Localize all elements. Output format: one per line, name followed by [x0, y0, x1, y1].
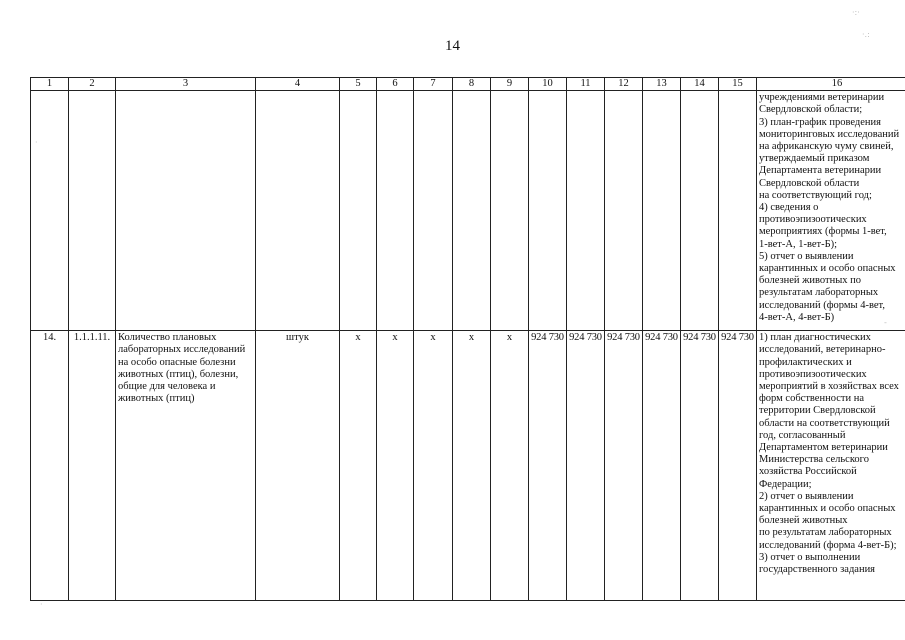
row-data-source: 1) план диагностических исследований, ветеринарно- профилактических и противоэпизоотических мероприятий в хозяйствах всех форм собственности на территории Свердловской области на соответствующий год, согласованный Департаментом ветеринарии Министерства сельского хозяйства Российской Федерации; 2) отчет о выявлении карантинных и особо опасных болезней животных по результатам лабораторных исследований (форма 4-вет-Б); 3) отчет о выполнении государственного задания: [757, 331, 905, 601]
row-value-10: [529, 91, 567, 331]
row-value-11: [567, 91, 605, 331]
row-indicator-name: Количество плановых лабораторных исследований на особо опасные болезни животных (птиц), болезни, общие для человека и животных (птиц): [116, 331, 256, 601]
row-value-10: 924 730: [529, 331, 567, 601]
column-header: 10: [529, 78, 567, 91]
row-value-13: 924 730: [643, 331, 681, 601]
column-header: 8: [453, 78, 491, 91]
column-header: 14: [681, 78, 719, 91]
row-value-5: [340, 91, 377, 331]
table-row: [31, 91, 905, 331]
row-value-12: [605, 91, 643, 331]
column-header: 4: [256, 78, 340, 91]
column-header: 2: [69, 78, 116, 91]
row-value-15: [719, 91, 757, 331]
column-header: 12: [605, 78, 643, 91]
column-header: 3: [116, 78, 256, 91]
column-header: 15: [719, 78, 757, 91]
scan-speck: ·.:: [862, 30, 870, 39]
row-value-13: [643, 91, 681, 331]
row-unit: штук: [256, 331, 340, 601]
row-value-14: [681, 91, 719, 331]
column-header: 13: [643, 78, 681, 91]
row-value-14: 924 730: [681, 331, 719, 601]
row-number: [31, 91, 69, 331]
column-header: 16: [757, 78, 905, 91]
column-header: 1: [31, 78, 69, 91]
indicator-table: [30, 77, 905, 601]
page-number: 14: [445, 38, 460, 54]
row-value-7: x: [414, 331, 453, 601]
row-value-5: x: [340, 331, 377, 601]
column-header: 5: [340, 78, 377, 91]
scan-speck: ·: [40, 600, 43, 609]
row-value-6: [377, 91, 414, 331]
scan-speck: ·: [35, 138, 38, 147]
column-header: 11: [567, 78, 605, 91]
row-indicator-name: [116, 91, 256, 331]
table-row: [31, 331, 905, 601]
column-header: 9: [491, 78, 529, 91]
row-value-15: 924 730: [719, 331, 757, 601]
table-header-row: [31, 78, 905, 91]
column-header: 6: [377, 78, 414, 91]
row-data-source: учреждениями ветеринарии Свердловской области; 3) план-график проведения мониторинговых исследований на африканскую чуму свиней, утверждаемый приказом Департамента ветеринарии Свердловской области на соответствующий год; 4) сведения о противоэпизоотических мероприятиях (формы 1-вет, 1-вет-А, 1-вет-Б); 5) отчет о выявлении карантинных и особо опасных болезней животных по результатам лабораторных исследований (формы 4-вет, 4-вет-А, 4-вет-Б): [757, 91, 905, 331]
scan-speck: -: [884, 318, 887, 327]
row-value-12: 924 730: [605, 331, 643, 601]
row-value-9: x: [491, 331, 529, 601]
row-value-8: [453, 91, 491, 331]
row-number: 14.: [31, 331, 69, 601]
column-header: 7: [414, 78, 453, 91]
row-value-9: [491, 91, 529, 331]
row-value-8: x: [453, 331, 491, 601]
row-code: 1.1.1.11.: [69, 331, 116, 601]
row-unit: [256, 91, 340, 331]
row-value-7: [414, 91, 453, 331]
row-code: [69, 91, 116, 331]
scan-speck: ·:·: [852, 8, 860, 17]
row-value-6: x: [377, 331, 414, 601]
row-value-11: 924 730: [567, 331, 605, 601]
